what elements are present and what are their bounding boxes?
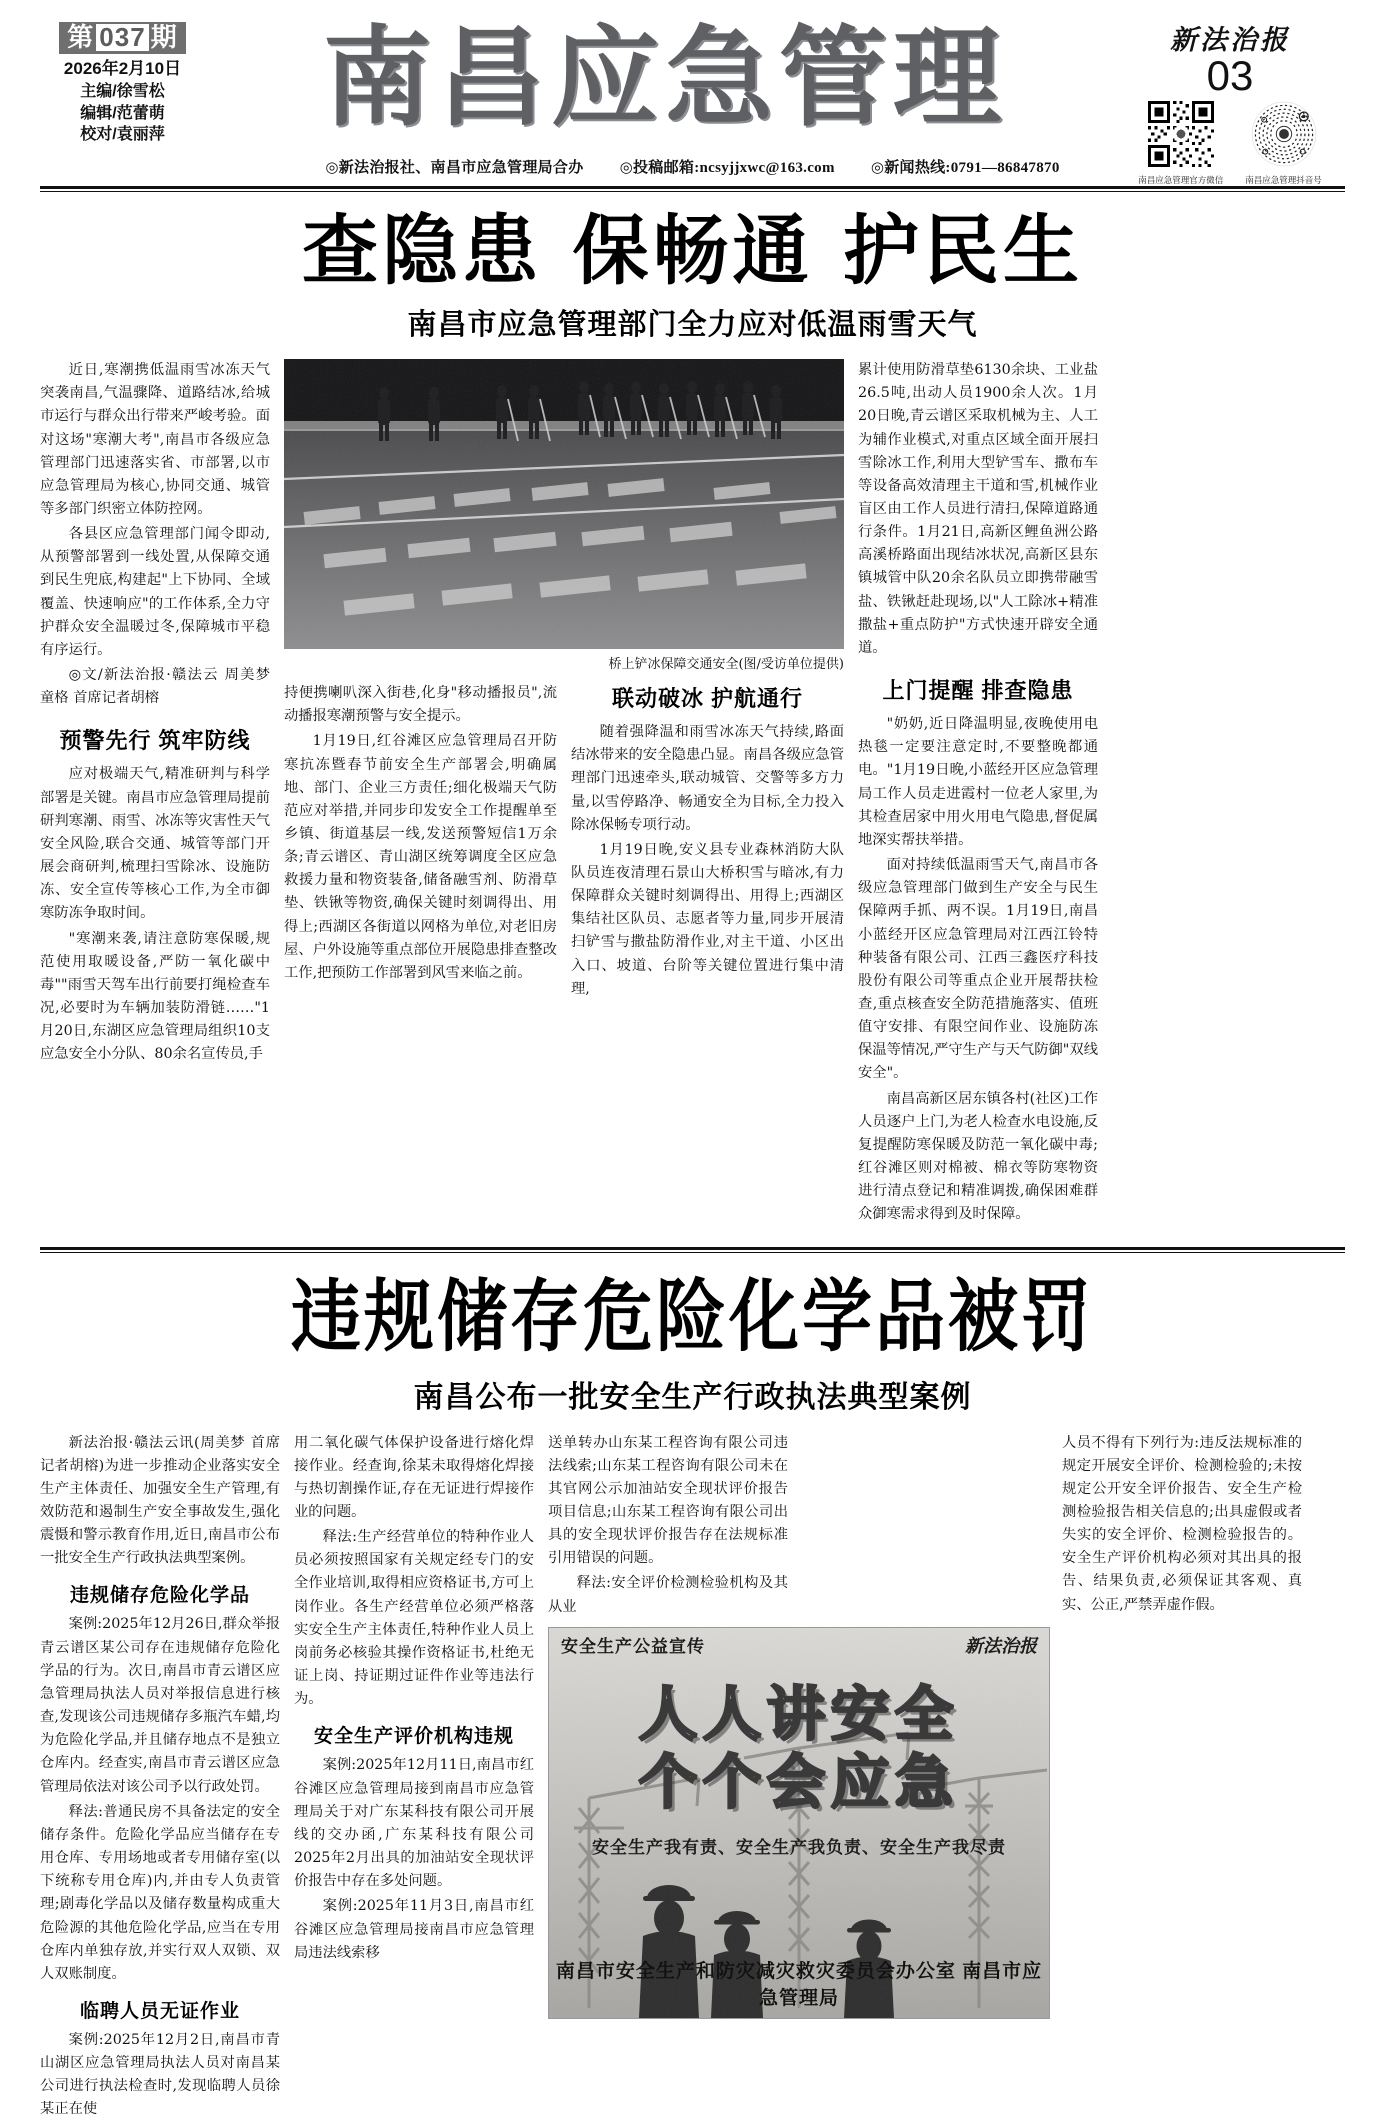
masthead-left-meta	[40, 0, 205, 146]
a2-c2-p1: 用二氧化碳气体保护设备进行熔化焊接作业。经查询,徐某未取得熔化焊接与热切割操作证,存在无证进行焊接作业的问题。	[294, 1434, 534, 1521]
article-one-column-4	[858, 359, 1098, 1228]
issue-number: 037	[96, 24, 148, 51]
a1-c3-p1: 随着强降温和雨雪冰冻天气持续,路面结冰带来的安全隐患凸显。南昌各级应急管理部门迅速牵头,联动城管、交警等多方力量,以雪停路净、畅通安全为目标,全力投入除冰保畅专项行动。	[571, 724, 844, 833]
article-one-column-1	[40, 359, 270, 1228]
article-two-column-3-and-ad	[548, 1432, 1048, 2124]
a2-c2-case2: 案例:2025年11月3日,南昌市红谷滩区应急管理局接南昌市应急管理局违法线索移	[294, 1898, 534, 1961]
circular-qr-code-icon	[1251, 101, 1317, 167]
qr-wechat[interactable]	[1138, 101, 1223, 186]
a1-section-head-2: 联动破冰 护航通行	[611, 686, 804, 712]
ad-top-bar	[549, 1628, 1049, 1662]
publication-date: 2026年2月10日	[63, 59, 182, 79]
a1-c2-p1: 持便携喇叭深入街巷,化身"移动播报员",流动播报寒潮预警与安全提示。	[284, 685, 557, 725]
article-one-subhead: 南昌市应急管理部门全力应对低温雨雪天气	[407, 309, 978, 342]
article-one-column-3	[571, 682, 844, 1003]
section-divider-thick	[40, 1247, 1345, 1250]
a2-c4-p1: 人员不得有下列行为:违反法规标准的规定开展安全评价、检测检验的;未按规定公开安全评价报告、安全生产检测检验报告相关信息的;出具虚假或者失实的安全评价、检测检验报告的。安全生产评价机构必须对其出具的报告、结果负责,必须保证其客观、真实、公正,严禁弄虚作假。	[1062, 1434, 1302, 1613]
a2-c3-p1: 送单转办山东某工程咨询有限公司违法线索;山东某工程咨询有限公司未在其官网公示加油站安全现状评价报告项目信息;山东某工程咨询有限公司出具的安全现状评价报告存在法规标准引用错误的问题。	[548, 1434, 788, 1567]
masthead-meta-lines	[40, 58, 205, 146]
qr-code-row	[1115, 101, 1345, 186]
a1-c3-p2: 1月19日晚,安义县专业森林消防大队队员连夜清理石景山大桥积雪与暗冰,有力保障群众关键时刻调得出、用得上;西湖区集结社区队员、志愿者等力量,同步开展清扫铲雪与撒盐防滑作业,对主干道、小区出入口、坡道、台阶等关键位置进行集中清理,	[571, 841, 844, 997]
public-safety-advertisement	[548, 1627, 1050, 2019]
a1-c4-p2: "奶奶,近日降温明显,夜晚使用电热毯一定要注意定时,不要整晚都通电。"1月19日晚,小蓝经开区应急管理局工作人员走进霞村一位老人家里,为其检查居家中用火用电气隐患,督促属地深实帮扶举措。	[858, 716, 1098, 848]
issue-suffix: 期	[150, 22, 178, 52]
ad-slogan-line-2: 个个会应急	[638, 1748, 959, 1817]
a2-c2-case: 案例:2025年12月11日,南昌市红谷滩区应急管理局接到南昌市应急管理局关于对广东某科技有限公司开展线的交办函,广东某科技有限公司2025年2月出具的加油站安全现状评价报告中存在多处问题。	[294, 1757, 534, 1890]
a2-c1-case: 案例:2025年12月26日,群众举报青云谱区某公司存在违规储存危险化学品的行为。次日,南昌市青云谱区应急管理局执法人员对举报信息进行核查,发现该公司违规储存多瓶汽车蜡,均为危险化学品,并且储存地点不是独立仓库内。经查实,南昌市青云谱区应急管理局依法对该公司予以行政处罚。	[40, 1616, 280, 1795]
ad-footer-orgs: 南昌市安全生产和防灾减灾救灾委员会办公室 南昌市应急管理局	[555, 1960, 1043, 2009]
a2-section-head-2: 临聘人员无证作业	[79, 2000, 240, 2022]
article-two-column-2	[294, 1432, 534, 2124]
ad-subtext: 安全生产我有责、安全生产我负责、安全生产我尽责	[592, 1837, 1006, 1857]
article-one-mid-text-columns	[284, 682, 844, 1003]
a1-c4-p4: 南昌高新区居东镇各村(社区)工作人员逐户上门,为老人检查水电设施,反复提醒防寒保暖及防范一氧化碳中毒;红谷滩区则对棉被、棉衣等防寒物资进行清点登记和精准调拨,确保困难群众御寒需求得到及时保障。	[858, 1090, 1098, 1223]
article-one-column-2	[284, 682, 557, 1003]
article-one	[40, 192, 1345, 1229]
ad-slogan-line-1: 人人讲安全	[638, 1679, 959, 1748]
a2-c3-explain: 释法:安全评价检测检验机构及其从业	[548, 1575, 788, 1615]
a1-section-head-1: 预警先行 筑牢防线	[59, 728, 251, 754]
article-two-headline: 违规储存危险化学品被罚	[291, 1269, 1094, 1363]
article-two-columns	[40, 1432, 1345, 2124]
masthead-title: 南昌应急管理	[322, 16, 1007, 141]
a1-c1-p4: "寒潮来袭,请注意防寒保暖,规范使用取暖设备,严防一氧化碳中毒""雨雪天驾车出行前要打绳检查车况,必要时为车辆加装防滑链……"1月20日,东湖区应急管理局组织10支应急安全小分队、80余名宣传员,手	[40, 930, 270, 1063]
a1-c1-p3: 应对极端天气,精准研判与科学部署是关键。南昌市应急管理局提前研判寒潮、雨雪、冰冻等灾害性天气安全风险,联合交通、城管等部门开展会商研判,梳理扫雪除冰、设施防冻、安全宣传等核心工作,为全市御寒防冻争取时间。	[40, 766, 270, 922]
coproduced-by: ◎新法治报社、南昌市应急管理局合办	[325, 160, 584, 176]
qr-wechat-caption: 南昌应急管理官方微信	[1138, 175, 1224, 185]
a1-byline: ◎文/新法治报·赣法云 周美梦 童格 首席记者胡榕	[40, 667, 270, 707]
a2-section-head-3: 安全生产评价机构违规	[313, 1726, 514, 1748]
article-one-photo	[284, 359, 844, 649]
a1-c4-p3: 面对持续低温雨雪天气,南昌市各级应急管理部门做到生产安全与民生保障两手抓、两不误。1月19日,南昌小蓝经开区应急管理局对江西江铃特种装备有限公司、江西三鑫医疗科技股份有限公司等重点企业开展帮扶检查,重点核查安全防范措施落实、值班值守安排、有限空间作业、设施防冻保温等情况,严守生产与天气防御"双线安全"。	[858, 857, 1098, 1082]
a1-section-head-3: 上门提醒 排查隐患	[882, 678, 1074, 704]
qr-douyin-caption: 南昌应急管理抖音号	[1245, 175, 1322, 185]
proofreader: 校对/袁丽萍	[80, 126, 165, 144]
a2-c2-explain: 释法:生产经营单位的特种作业人员必须按照国家有关规定经专门的安全作业培训,取得相应资格证书,方可上岗作业。各生产经营单位必须严格落实安全生产主体责任,特种作业人员上岗前务必核验其操作资格证书,杜绝无证上岗、持证期过证件作业等违法行为。	[294, 1529, 534, 1708]
page-number: 03	[1206, 52, 1254, 99]
a1-c2-p2: 1月19日,红谷滩区应急管理局召开防寒抗冻暨春节前安全生产部署会,明确属地、部门、企业三方责任;细化极端天气防范应对举措,并同步印发安全工作提醒单至乡镇、街道基层一线,发送预警短信1万余条;青云谱区、青山湖区统筹调度全区应急救援力量和物资装备,储备融雪剂、防滑草垫、铁锹等物资,确保关键时刻调得出、用得上;西湖区各街道以网格为单位,对老旧房屋、户外设施等重点部位开展隐患排查整改工作,把预防工作部署到风雪来临之前。	[284, 733, 557, 981]
article-one-columns	[40, 359, 1345, 1228]
ad-label-left: 安全生产公益宣传	[561, 1637, 705, 1657]
brand-name: 新法治报	[1170, 25, 1290, 56]
article-two-subhead: 南昌公布一批安全生产行政执法典型案例	[413, 1380, 972, 1414]
article-two-column-1	[40, 1432, 280, 2124]
a2-c1-case2: 案例:2025年12月2日,南昌市青山湖区应急管理局执法人员对南昌某公司进行执法检查时,发现临聘人员徐某正在使	[40, 2031, 280, 2118]
masthead-right-brand	[1115, 0, 1345, 186]
a1-c4-p1: 累计使用防滑草垫6130余块、工业盐26.5吨,出动人员1900余人次。1月20日晚,青云谱区采取机械为主、人工为辅作业模式,对重点区域全面开展扫雪除冰工作,利用大型铲雪车、撒布车等设备高效清理主干道和雪,机械作业盲区由工作人员进行清扫,保障道路通行条件。1月21日,高新区鲤鱼洲公路高溪桥路面出现结冰状况,高新区县东镇城管中队20余名队员立即携带融雪盐、铁锹赶赴现场,以"人工除冰+精准撒盐+重点防护"方式快速开辟安全通道。	[858, 362, 1098, 656]
article-one-headline: 查隐患 保畅通 护民生	[302, 206, 1083, 295]
article-two-column-4	[1062, 1432, 1302, 2124]
news-hotline[interactable]: ◎新闻热线:0791—86847870	[870, 160, 1060, 176]
a2-c1-lead: 新法治报·赣法云讯(周美梦 首席记者胡榕)为进一步推动企业落实安全生产主体责任、加强安全生产管理,有效防范和遏制生产安全事故发生,强化震慑和警示教育作用,近日,南昌市公布一批安全生产行政执法典型案例。	[40, 1434, 280, 1567]
article-one-photo-caption: 桥上铲冰保障交通安全(图/受访单位提供)	[608, 657, 844, 673]
qr-douyin[interactable]	[1245, 101, 1322, 186]
a2-c1-explain: 释法:普通民房不具备法定的安全储存条件。危险化学品应当储存在专用仓库、专用场地或者专用储存室(以下统称专用仓库)内,并由专人负责管理;剧毒化学品以及储存数量构成重大危险源的其他危险化学品,应当在专用仓库内单独存放,并实行双人双锁、双人双账制度。	[40, 1803, 280, 1982]
a1-c1-p2: 各县区应急管理部门闻令即动,从预警部署到一线处置,从保障交通到民生兜底,构建起"上下协同、全域覆盖、快速响应"的工作体系,全力守护群众安全温暖过冬,保障城市平稳有序运行。	[40, 526, 270, 658]
night-road-snow-clearing-photo	[284, 359, 844, 649]
ad-slogan	[549, 1680, 1049, 1817]
article-one-middle	[284, 359, 844, 1228]
editor: 编辑/范蕾萌	[80, 104, 165, 122]
article-two	[40, 1253, 1345, 2124]
chief-editor: 主编/徐雪松	[80, 83, 165, 101]
a2-section-head-1: 违规储存危险化学品	[69, 1585, 250, 1607]
submission-email[interactable]: ◎投稿邮箱:ncsyjjxwc@163.com	[619, 160, 835, 176]
issue-badge	[59, 22, 185, 54]
ad-label-brand: 新法治报	[965, 1635, 1037, 1657]
a1-c1-p1: 近日,寒潮携低温雨雪冰冻天气突袭南昌,气温骤降、道路结冰,给城市运行与群众出行带来严峻考验。面对这场"寒潮大考",南昌市各级应急管理部门迅速落实省、市部署,以市应急管理局为核心,协同交通、城管等多部门织密立体防控网。	[40, 362, 270, 518]
header-rule-thick	[40, 186, 1345, 189]
qr-code-icon	[1148, 101, 1214, 167]
issue-prefix: 第	[67, 22, 95, 52]
